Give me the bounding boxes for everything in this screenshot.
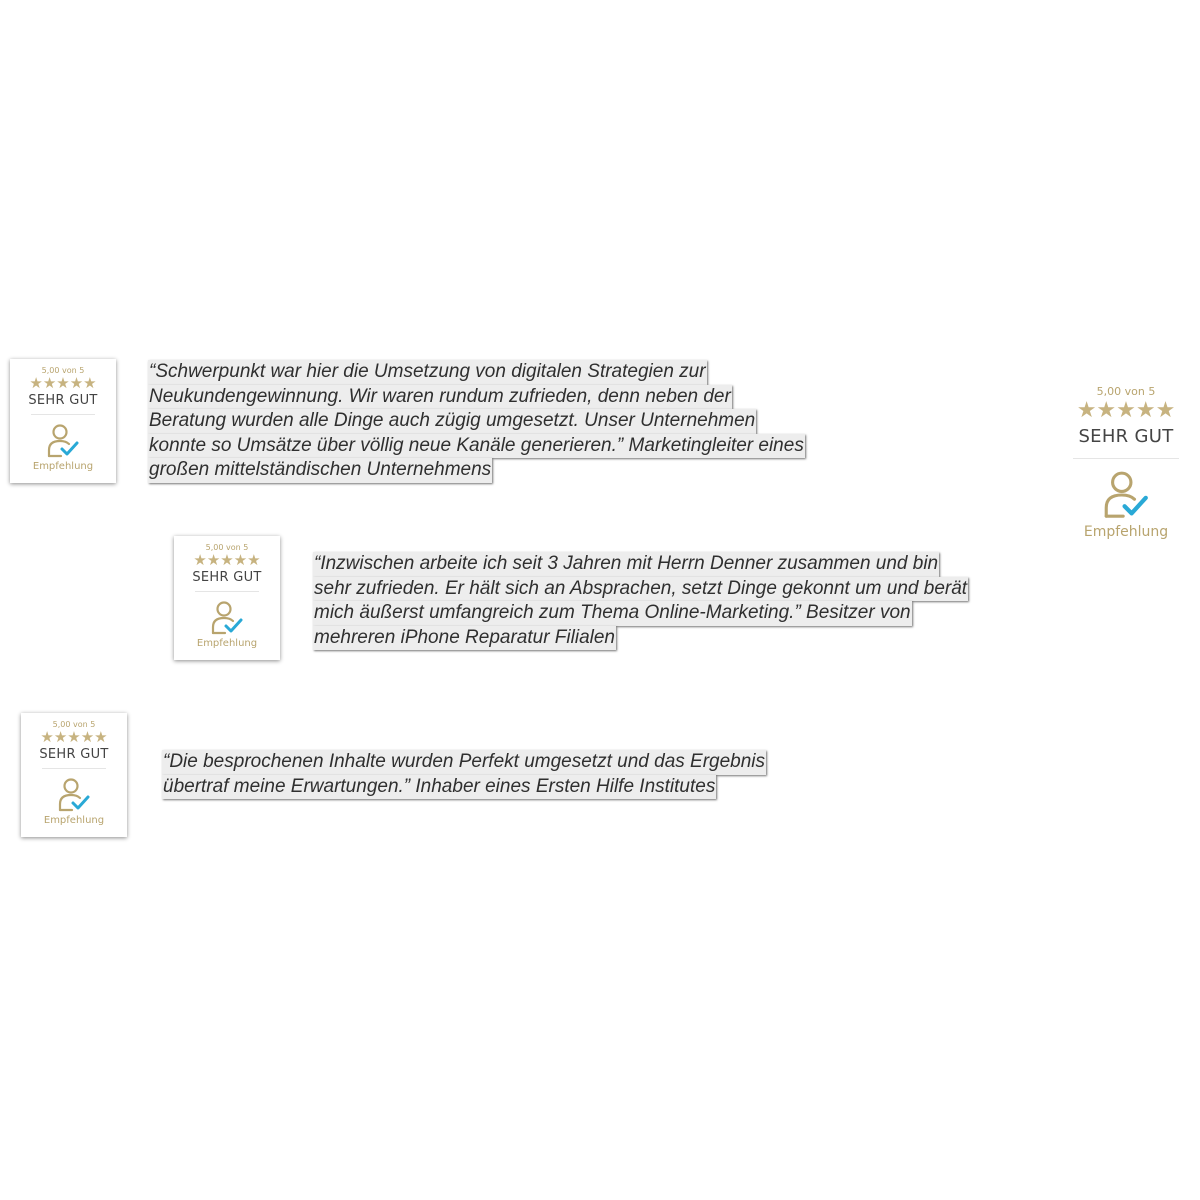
testimonial-line: Neukundengewinnung. Wir waren rundum zufrieden, denn neben der (148, 385, 732, 410)
rating-score: 5,00 von 5 (205, 543, 249, 552)
rating-verdict: SEHR GUT (192, 570, 262, 585)
rating-score: 5,00 von 5 (1096, 385, 1156, 398)
rating-verdict: SEHR GUT (1078, 426, 1174, 447)
testimonial-line: mich äußerst umfangreich zum Thema Online-Marketing.” Besitzer von (313, 601, 912, 626)
testimonial-1 (148, 360, 805, 483)
rating-badge-large (1070, 385, 1182, 550)
testimonial-line: konnte so Umsätze über völlig neue Kanäle generieren.” Marketingleiter eines (148, 434, 805, 459)
divider (1073, 458, 1179, 459)
recommendation-label: Empfehlung (32, 461, 94, 472)
star-rating-icon: ★★★★★ (1076, 398, 1176, 423)
testimonial-line: “Schwerpunkt war hier die Umsetzung von digitalen Strategien zur (148, 360, 707, 385)
testimonial-line: “Inzwischen arbeite ich seit 3 Jahren mit Herrn Denner zusammen und bin (313, 552, 939, 577)
star-rating-icon: ★★★★★ (40, 728, 108, 746)
user-check-icon (46, 423, 80, 459)
testimonial-line: mehreren iPhone Reparatur Filialen (313, 626, 616, 651)
testimonial-line: Beratung wurden alle Dinge auch zügig umgesetzt. Unser Unternehmen (148, 409, 756, 434)
rating-score: 5,00 von 5 (52, 720, 96, 729)
star-rating-icon: ★★★★★ (29, 374, 97, 392)
testimonial-line: “Die besprochenen Inhalte wurden Perfekt umgesetzt und das Ergebnis (162, 750, 766, 775)
star-rating-icon: ★★★★★ (193, 551, 261, 569)
rating-badge-3 (21, 713, 127, 837)
rating-verdict: SEHR GUT (39, 747, 109, 762)
user-check-icon (57, 777, 91, 813)
rating-verdict: SEHR GUT (28, 393, 98, 408)
recommendation-label: Empfehlung (43, 815, 105, 826)
divider (31, 414, 95, 415)
testimonial-2 (313, 552, 968, 650)
divider (42, 768, 106, 769)
divider (195, 591, 259, 592)
rating-badge-1 (10, 359, 116, 483)
testimonial-3 (162, 750, 766, 799)
user-check-icon (1102, 469, 1150, 521)
recommendation-label: Empfehlung (196, 638, 258, 649)
testimonial-line: großen mittelständischen Unternehmens (148, 458, 492, 483)
recommendation-label: Empfehlung (1083, 524, 1169, 540)
rating-score: 5,00 von 5 (41, 366, 85, 375)
testimonial-line: sehr zufrieden. Er hält sich an Absprachen, setzt Dinge gekonnt um und berät (313, 577, 968, 602)
rating-badge-2 (174, 536, 280, 660)
testimonial-line: übertraf meine Erwartungen.” Inhaber eines Ersten Hilfe Institutes (162, 775, 716, 800)
user-check-icon (210, 600, 244, 636)
